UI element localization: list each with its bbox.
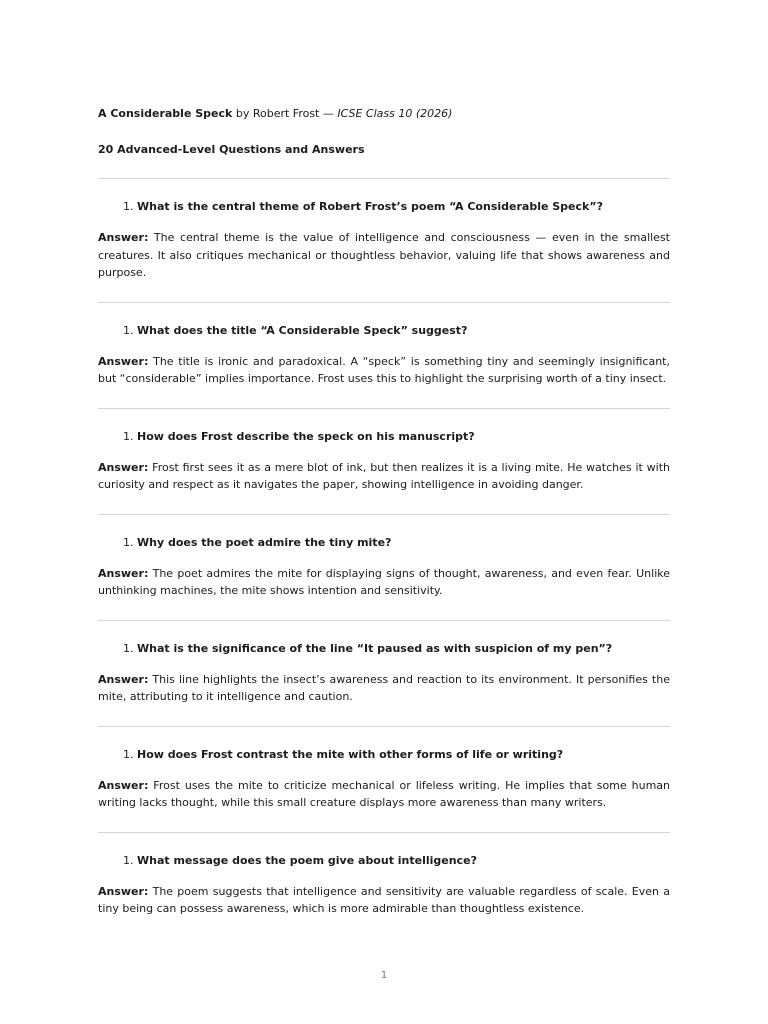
document-subtitle: 20 Advanced-Level Questions and Answers — [98, 143, 365, 156]
poem-title: A Considerable Speck — [98, 107, 233, 120]
author-line: by Robert Frost — — [232, 107, 338, 120]
answer-text: This line highlights the insect’s awareness and reaction to its environment. It personifies the mite, attributing to it intelligence and caution. — [98, 672, 670, 703]
question-number: 1. — [123, 747, 137, 761]
question-text: What message does the poem give about intelligence? — [137, 853, 477, 867]
answer — [98, 883, 670, 918]
question-text: What is the central theme of Robert Frost’s poem “A Considerable Speck”? — [137, 200, 603, 213]
answer-label: Answer: — [98, 672, 149, 686]
answer-text: Frost uses the mite to criticize mechanical or lifeless writing. He implies that some human writing lacks thought, while this small creature displays more awareness than many writers. — [98, 778, 670, 809]
answer-label: Answer: — [98, 884, 149, 898]
answer-label: Answer: — [98, 778, 149, 792]
question — [123, 641, 670, 657]
question-number: 1. — [123, 641, 137, 655]
answer-label: Answer: — [98, 354, 149, 368]
question — [123, 323, 670, 339]
answer — [98, 353, 670, 388]
course-label: ICSE Class 10 (2026) — [337, 107, 453, 120]
qa-item — [98, 515, 670, 620]
answer-text: The poem suggests that intelligence and sensitivity are valuable regardless of scale. Even a tiny being can possess awareness, which is more admirable than thoughtless existence. — [98, 884, 670, 915]
answer-text: The title is ironic and paradoxical. A “speck” is something tiny and seemingly insignificant, but “considerable” implies importance. Frost uses this to highlight the surprising worth of a tiny insect. — [98, 354, 670, 385]
question — [123, 853, 670, 869]
answer-text: The central theme is the value of intelligence and consciousness — even in the smallest creatures. It also critiques mechanical or thoughtless behavior, valuing life that shows awareness and purpose. — [98, 231, 670, 279]
question — [123, 199, 670, 215]
answer — [98, 565, 670, 600]
page-number: 1 — [380, 970, 388, 981]
question — [123, 429, 670, 445]
answer-label: Answer: — [98, 566, 149, 580]
qa-item — [98, 409, 670, 514]
answer-text: The poet admires the mite for displaying signs of thought, awareness, and even fear. Unlike unthinking machines, the mite shows intention and sensitivity. — [98, 566, 670, 597]
answer — [98, 777, 670, 812]
qa-item — [98, 303, 670, 408]
answer — [98, 671, 670, 706]
document-title — [98, 106, 670, 122]
question-number: 1. — [123, 200, 137, 213]
qa-item — [98, 179, 670, 302]
qa-item — [98, 833, 670, 938]
answer-label: Answer: — [98, 231, 149, 244]
question — [123, 747, 670, 763]
question-number: 1. — [123, 429, 137, 443]
question-text: Why does the poet admire the tiny mite? — [137, 535, 392, 549]
qa-item — [98, 727, 670, 832]
question-number: 1. — [123, 323, 137, 337]
question-text: How does Frost describe the speck on his manuscript? — [137, 429, 475, 443]
question — [123, 535, 670, 551]
question-number: 1. — [123, 853, 137, 867]
answer — [98, 229, 670, 282]
answer — [98, 459, 670, 494]
document-page — [98, 106, 670, 938]
question-text: What does the title “A Considerable Speck” suggest? — [137, 323, 468, 337]
qa-item — [98, 621, 670, 726]
answer-label: Answer: — [98, 460, 149, 474]
answer-text: Frost first sees it as a mere blot of ink, but then realizes it is a living mite. He watches it with curiosity and respect as it navigates the paper, showing intelligence in avoiding danger. — [98, 460, 670, 491]
question-text: How does Frost contrast the mite with other forms of life or writing? — [137, 747, 564, 761]
question-number: 1. — [123, 535, 137, 549]
question-text: What is the significance of the line “It paused as with suspicion of my pen”? — [137, 641, 613, 655]
